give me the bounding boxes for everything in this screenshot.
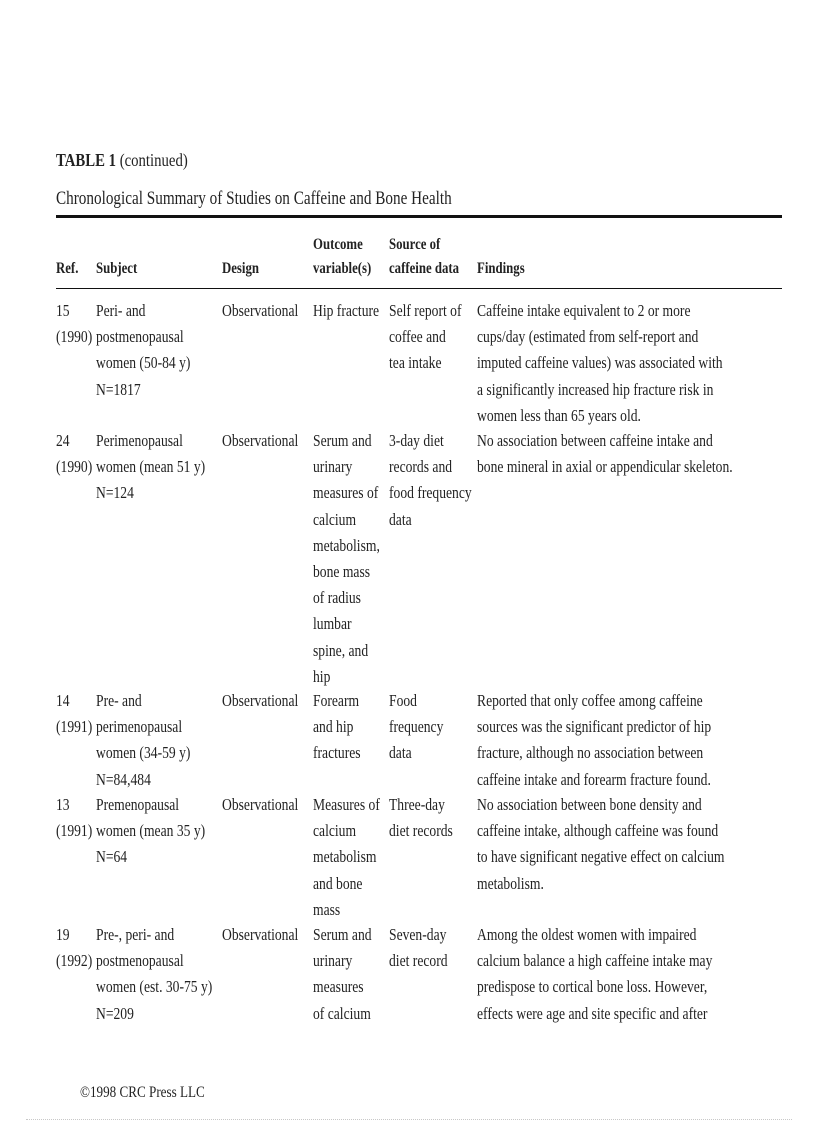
row1-design: Observational <box>222 301 299 320</box>
row3-findings: Reported that only coffee among caffeine sources was the significant predictor of hip fracture, although no association between caffeine intake and forearm fracture found. <box>477 691 712 789</box>
header-subject: Subject <box>96 260 138 277</box>
row5-findings: Among the oldest women with impaired calcium balance a high caffeine intake may predispose to cortical bone loss. However, effects were age and site specific and after <box>477 925 713 1023</box>
copyright-footer: ©1998 CRC Press LLC <box>80 1084 205 1101</box>
row1-findings: Caffeine intake equivalent to 2 or more cups/day (estimated from self-report and imputed caffeine values) was associated with a significantly increased hip fracture risk in women less than 65 years old. <box>477 301 723 425</box>
row2-outcome: Serum and urinary measures of calcium metabolism, bone mass of radius lumbar spine, and hip <box>313 431 380 686</box>
header-rule <box>56 288 782 289</box>
row4-design: Observational <box>222 795 299 814</box>
header-design: Design <box>222 260 259 277</box>
table-top-rule <box>56 215 782 218</box>
row4-ref: 13 (1991) <box>56 795 93 841</box>
row2-source: 3-day diet records and food frequency data <box>389 431 472 529</box>
row4-subject: Premenopausal women (mean 35 y) N=64 <box>96 795 206 867</box>
row4-source: Three-day diet records <box>389 795 453 841</box>
header-outcome: Outcome variable(s) <box>313 236 372 277</box>
row3-ref: 14 (1991) <box>56 691 93 737</box>
row2-findings: No association between caffeine intake and bone mineral in axial or appendicular skeleton. <box>477 431 733 477</box>
row3-subject: Pre- and perimenopausal women (34-59 y) N=84,484 <box>96 691 191 789</box>
row3-outcome: Forearm and hip fractures <box>313 691 361 763</box>
row1-subject: Peri- and postmenopausal women (50-84 y) N=1817 <box>96 301 191 399</box>
row1-ref: 15 (1990) <box>56 301 93 347</box>
table-continued: (continued) <box>116 150 188 170</box>
row4-findings: No association between bone density and caffeine intake, although caffeine was found to have significant negative effect on calcium metabolism. <box>477 795 725 893</box>
row1-source: Self report of coffee and tea intake <box>389 301 462 373</box>
header-ref: Ref. <box>56 260 79 277</box>
row4-outcome: Measures of calcium metabolism and bone mass <box>313 795 380 919</box>
row5-source: Seven-day diet record <box>389 925 448 971</box>
row5-ref: 19 (1992) <box>56 925 93 971</box>
table-title: Chronological Summary of Studies on Caffeine and Bone Health <box>56 188 452 209</box>
row3-design: Observational <box>222 691 299 710</box>
page-edge-dotted-line <box>26 1119 792 1120</box>
table-label <box>56 150 188 171</box>
row2-subject: Perimenopausal women (mean 51 y) N=124 <box>96 431 206 503</box>
row5-outcome: Serum and urinary measures of calcium <box>313 925 372 1023</box>
row2-ref: 24 (1990) <box>56 431 93 477</box>
header-findings: Findings <box>477 260 525 277</box>
table-number: TABLE 1 <box>56 150 117 170</box>
header-source: Source of caffeine data <box>389 236 460 277</box>
row3-source: Food frequency data <box>389 691 444 763</box>
row1-outcome: Hip fracture <box>313 301 380 320</box>
row5-design: Observational <box>222 925 299 944</box>
row5-subject: Pre-, peri- and postmenopausal women (est. 30-75 y) N=209 <box>96 925 213 1023</box>
row2-design: Observational <box>222 431 299 450</box>
